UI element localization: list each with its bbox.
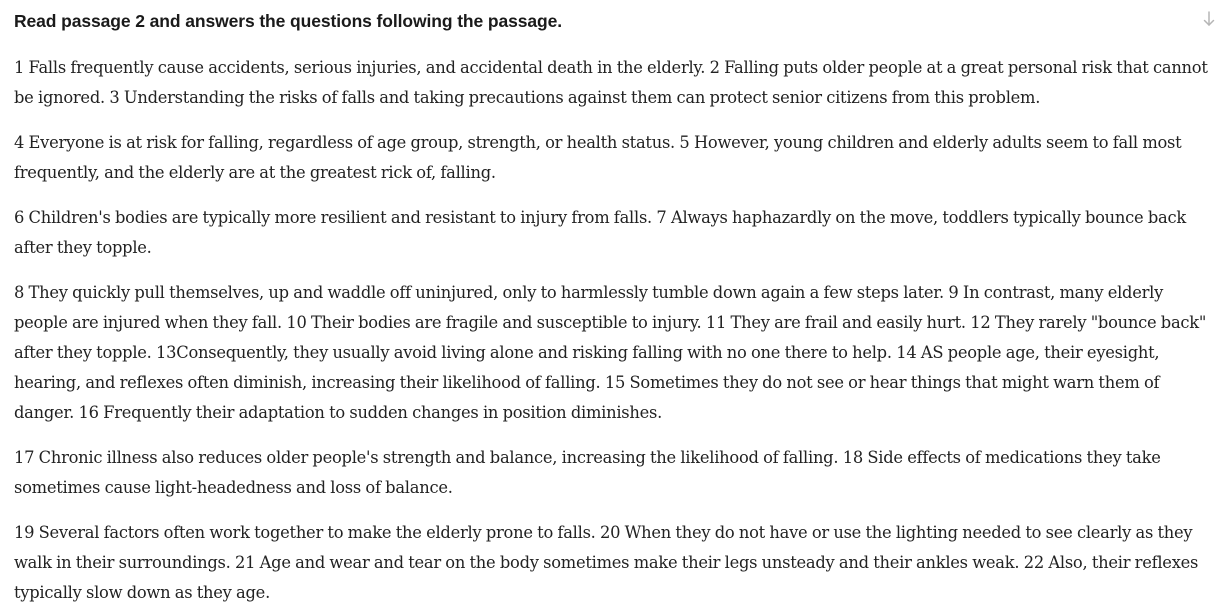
passage-paragraph-6: 19 Several factors often work together to make the elderly prone to falls. 20 When they do not have or use the lighting needed to see clearly as they walk in their surroundings. 21 Age and wear and tear on the body sometimes make their legs unsteady and their ankles weak. 22 Also, their reflexes typically slow down as they age. <box>14 523 1199 602</box>
passage-paragraph-2: 4 Everyone is at risk for falling, regardless of age group, strength, or health status. 5 However, young children and elderly adults seem to fall most frequently, and the elderly are at the greatest rick of, falling. <box>14 133 1182 182</box>
passage-heading: Read passage 2 and answers the questions following the passage. <box>14 11 563 31</box>
passage-container <box>14 8 1214 608</box>
arrow-down-icon[interactable] <box>1202 10 1216 28</box>
passage-paragraph-1: 1 Falls frequently cause accidents, serious injuries, and accidental death in the elderly. 2 Falling puts older people at a great personal risk that cannot be ignored. 3 Understanding the risks of falls and taking precautions against them can protect senior citizens from this problem. <box>14 58 1208 107</box>
passage-paragraph-4: 8 They quickly pull themselves, up and waddle off uninjured, only to harmlessly tumble down again a few steps later. 9 In contrast, many elderly people are injured when they fall. 10 Their bodies are fragile and susceptible to injury. 11 They are frail and easily hurt. 12 They rarely "bounce back" after they topple. 13Consequently, they usually avoid living alone and risking falling with no one there to help. 14 AS people age, their eyesight, hearing, and reflexes often diminish, increasing their likelihood of falling. 15 Sometimes they do not see or hear things that might warn them of danger. 16 Frequently their adaptation to sudden changes in position diminishes. <box>14 283 1207 422</box>
passage-paragraph-3: 6 Children's bodies are typically more resilient and resistant to injury from falls. 7 Always haphazardly on the move, toddlers typically bounce back after they topple. <box>14 208 1186 257</box>
passage-paragraph-5: 17 Chronic illness also reduces older people's strength and balance, increasing the likelihood of falling. 18 Side effects of medications they take sometimes cause light-headedness and loss of balance. <box>14 448 1161 497</box>
